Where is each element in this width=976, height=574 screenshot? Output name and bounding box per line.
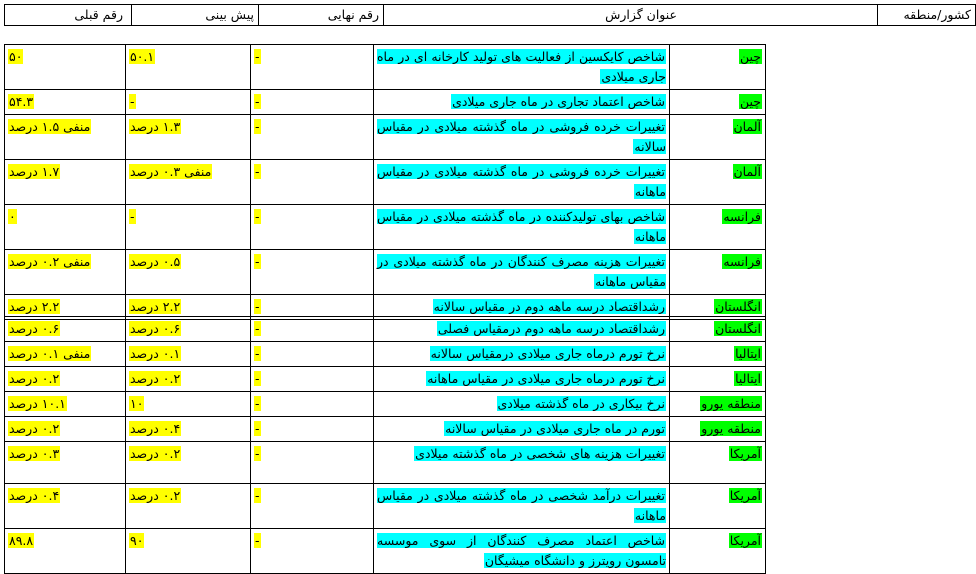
country-label: آلمان — [733, 164, 761, 179]
report-title: شاخص اعتماد تجاری در ماه جاری میلادی — [452, 94, 665, 109]
previous-cell — [5, 442, 126, 484]
report-title-cell — [374, 342, 670, 367]
table-row — [5, 317, 766, 342]
table-row — [5, 367, 766, 392]
header-forecast: پیش بینی — [132, 5, 259, 26]
country-label: ایتالیا — [735, 346, 761, 361]
table-row — [5, 45, 766, 90]
previous-cell — [5, 342, 126, 367]
report-title-cell — [374, 160, 670, 205]
final-cell — [251, 160, 374, 205]
table-row — [5, 392, 766, 417]
report-title: رشداقتصاد درسه ماهه دوم در مقیاس سالانه — [433, 299, 665, 314]
country-label: آمریکا — [729, 533, 761, 548]
final-cell — [251, 392, 374, 417]
country-label: آمریکا — [729, 446, 761, 461]
final-cell — [251, 317, 374, 342]
previous-value: ۰.۶ درصد — [9, 321, 60, 336]
previous-value: ۵۴.۳ — [9, 94, 34, 109]
forecast-cell — [126, 250, 251, 295]
forecast-cell — [126, 484, 251, 529]
country-label: آلمان — [733, 119, 761, 134]
previous-cell — [5, 115, 126, 160]
previous-cell — [5, 317, 126, 342]
country-cell — [670, 392, 766, 417]
previous-value: ۱۰.۱ درصد — [9, 396, 66, 411]
final-value: - — [255, 488, 260, 503]
country-label: منطقه یورو — [701, 396, 761, 411]
forecast-value: ۰.۶ درصد — [130, 321, 181, 336]
final-cell — [251, 205, 374, 250]
country-cell — [670, 160, 766, 205]
previous-value: ۰.۲ درصد — [9, 371, 60, 386]
final-value: - — [255, 321, 260, 336]
final-value: - — [255, 371, 260, 386]
forecast-value: ۹۰ — [130, 533, 144, 548]
country-label: فرانسه — [723, 254, 761, 269]
previous-cell — [5, 90, 126, 115]
forecast-value: ۲.۲ درصد — [130, 299, 181, 314]
previous-cell — [5, 205, 126, 250]
report-title: تورم در ماه جاری میلادی در مقیاس سالانه — [445, 421, 665, 436]
previous-value: ۰.۲ درصد — [9, 421, 60, 436]
table-row — [5, 442, 766, 484]
country-label: منطقه یورو — [701, 421, 761, 436]
report-title: رشداقتصاد درسه ماهه دوم درمقیاس فصلی — [437, 321, 665, 336]
report-title-cell — [374, 417, 670, 442]
previous-value: ۵۰ — [9, 49, 23, 64]
previous-value: ۱.۷ درصد — [9, 164, 60, 179]
final-value: - — [255, 421, 260, 436]
country-cell — [670, 342, 766, 367]
final-cell — [251, 115, 374, 160]
country-cell — [670, 484, 766, 529]
final-value: - — [255, 299, 260, 314]
table-row — [5, 484, 766, 529]
forecast-value: ۰.۵ درصد — [130, 254, 181, 269]
country-cell — [670, 115, 766, 160]
forecast-value: ۱.۳ درصد — [130, 119, 181, 134]
forecast-value: ۰.۲ درصد — [130, 488, 181, 503]
country-cell — [670, 417, 766, 442]
forecast-cell — [126, 417, 251, 442]
table-row — [5, 529, 766, 574]
final-cell — [251, 45, 374, 90]
forecast-value: ۰.۲ درصد — [130, 371, 181, 386]
final-cell — [251, 529, 374, 574]
table-row — [5, 90, 766, 115]
previous-cell — [5, 484, 126, 529]
report-title: تغییرات خرده فروشی در ماه گذشته میلادی در مقیاس ماهانه — [377, 164, 666, 199]
previous-value: منفی ۰.۱ درصد — [9, 346, 91, 361]
previous-cell — [5, 529, 126, 574]
final-cell — [251, 367, 374, 392]
final-value: - — [255, 533, 260, 548]
report-title-cell — [374, 529, 670, 574]
report-title-cell — [374, 317, 670, 342]
previous-value: ۰.۴ درصد — [9, 488, 60, 503]
final-value: - — [255, 396, 260, 411]
final-value: - — [255, 346, 260, 361]
country-cell — [670, 45, 766, 90]
table-row — [5, 342, 766, 367]
forecast-cell — [126, 90, 251, 115]
previous-cell — [5, 250, 126, 295]
country-cell — [670, 205, 766, 250]
report-title: تغییرات هزینه مصرف کنندگان در ماه گذشته میلادی در مقیاس ماهانه — [377, 254, 666, 289]
report-title-cell — [374, 115, 670, 160]
table-row — [5, 160, 766, 205]
header-previous: رقم قبلی — [5, 5, 132, 26]
country-cell — [670, 90, 766, 115]
report-title-cell — [374, 90, 670, 115]
header-final: رقم نهایی — [259, 5, 384, 26]
final-value: - — [255, 94, 260, 109]
table-row — [5, 205, 766, 250]
previous-value: ۸۹.۸ — [9, 533, 34, 548]
report-title: نرخ بیکاری در ماه گذشته میلادی — [497, 396, 665, 411]
final-cell — [251, 90, 374, 115]
forecast-cell — [126, 160, 251, 205]
forecast-value: ۱۰ — [130, 396, 144, 411]
report-title-cell — [374, 484, 670, 529]
final-cell — [251, 417, 374, 442]
final-cell — [251, 342, 374, 367]
previous-value: منفی ۰.۲ درصد — [9, 254, 91, 269]
data-table-2 — [4, 316, 766, 574]
forecast-value: ۰.۲ درصد — [130, 446, 181, 461]
country-label: انگلستان — [715, 321, 761, 336]
forecast-cell — [126, 317, 251, 342]
report-title-cell — [374, 367, 670, 392]
final-value: - — [255, 164, 260, 179]
country-label: آمریکا — [729, 488, 761, 503]
forecast-cell — [126, 367, 251, 392]
forecast-value: ۰.۱ درصد — [130, 346, 181, 361]
previous-cell — [5, 417, 126, 442]
forecast-cell — [126, 442, 251, 484]
country-label: فرانسه — [723, 209, 761, 224]
forecast-value: ۰.۴ درصد — [130, 421, 181, 436]
previous-cell — [5, 160, 126, 205]
data-table-1 — [4, 44, 766, 320]
final-cell — [251, 484, 374, 529]
forecast-value: - — [130, 209, 135, 224]
forecast-value: منفی ۰.۳ درصد — [130, 164, 212, 179]
report-title: شاخص کایکسین از فعالیت های تولید کارخانه ای در ماه جاری میلادی — [377, 49, 666, 84]
final-value: - — [255, 446, 260, 461]
country-label: انگلستان — [715, 299, 761, 314]
final-cell — [251, 442, 374, 484]
forecast-cell — [126, 205, 251, 250]
final-value: - — [255, 209, 260, 224]
header-row — [5, 5, 976, 26]
forecast-cell — [126, 392, 251, 417]
report-title-cell — [374, 45, 670, 90]
previous-value: ۲.۲ درصد — [9, 299, 60, 314]
final-value: - — [255, 119, 260, 134]
table-row — [5, 115, 766, 160]
previous-cell — [5, 367, 126, 392]
report-title: تغییرات هزینه های شخصی در ماه گذشته میلادی — [415, 446, 665, 461]
previous-cell — [5, 45, 126, 90]
country-cell — [670, 442, 766, 484]
report-title: شاخص بهای تولیدکننده در ماه گذشته میلادی در مقیاس ماهانه — [377, 209, 666, 244]
country-cell — [670, 367, 766, 392]
forecast-cell — [126, 115, 251, 160]
report-title: شاخص اعتماد مصرف کنندگان از سوی موسسه تامسون رویترز و دانشگاه میشیگان — [377, 533, 666, 568]
country-cell — [670, 317, 766, 342]
final-value: - — [255, 254, 260, 269]
previous-value: منفی ۱.۵ درصد — [9, 119, 91, 134]
table-row — [5, 417, 766, 442]
forecast-cell — [126, 45, 251, 90]
report-title: تغییرات درآمد شخصی در ماه گذشته میلادی در مقیاس ماهانه — [377, 488, 666, 523]
report-title-cell — [374, 205, 670, 250]
header-country: کشور/منطقه — [878, 5, 976, 26]
previous-value: ۰.۳ درصد — [9, 446, 60, 461]
country-cell — [670, 250, 766, 295]
report-title: نرخ تورم درماه جاری میلادی درمقیاس سالانه — [430, 346, 665, 361]
header-title: عنوان گزارش — [384, 5, 878, 26]
report-title-cell — [374, 392, 670, 417]
final-value: - — [255, 49, 260, 64]
forecast-cell — [126, 529, 251, 574]
report-title: تغییرات خرده فروشی در ماه گذشته میلادی در مقیاس سالانه — [377, 119, 666, 154]
report-title-cell — [374, 442, 670, 484]
forecast-value: ۵۰.۱ — [130, 49, 155, 64]
country-label: ایتالیا — [735, 371, 761, 386]
report-title-cell — [374, 250, 670, 295]
previous-value: ۰ — [9, 209, 16, 224]
table-row — [5, 250, 766, 295]
country-cell — [670, 529, 766, 574]
previous-cell — [5, 392, 126, 417]
final-cell — [251, 250, 374, 295]
country-label: چین — [739, 49, 761, 64]
forecast-value: - — [130, 94, 135, 109]
header-table — [4, 4, 976, 26]
forecast-cell — [126, 342, 251, 367]
country-label: چین — [739, 94, 761, 109]
report-title: نرخ تورم درماه جاری میلادی در مقیاس ماهانه — [427, 371, 665, 386]
